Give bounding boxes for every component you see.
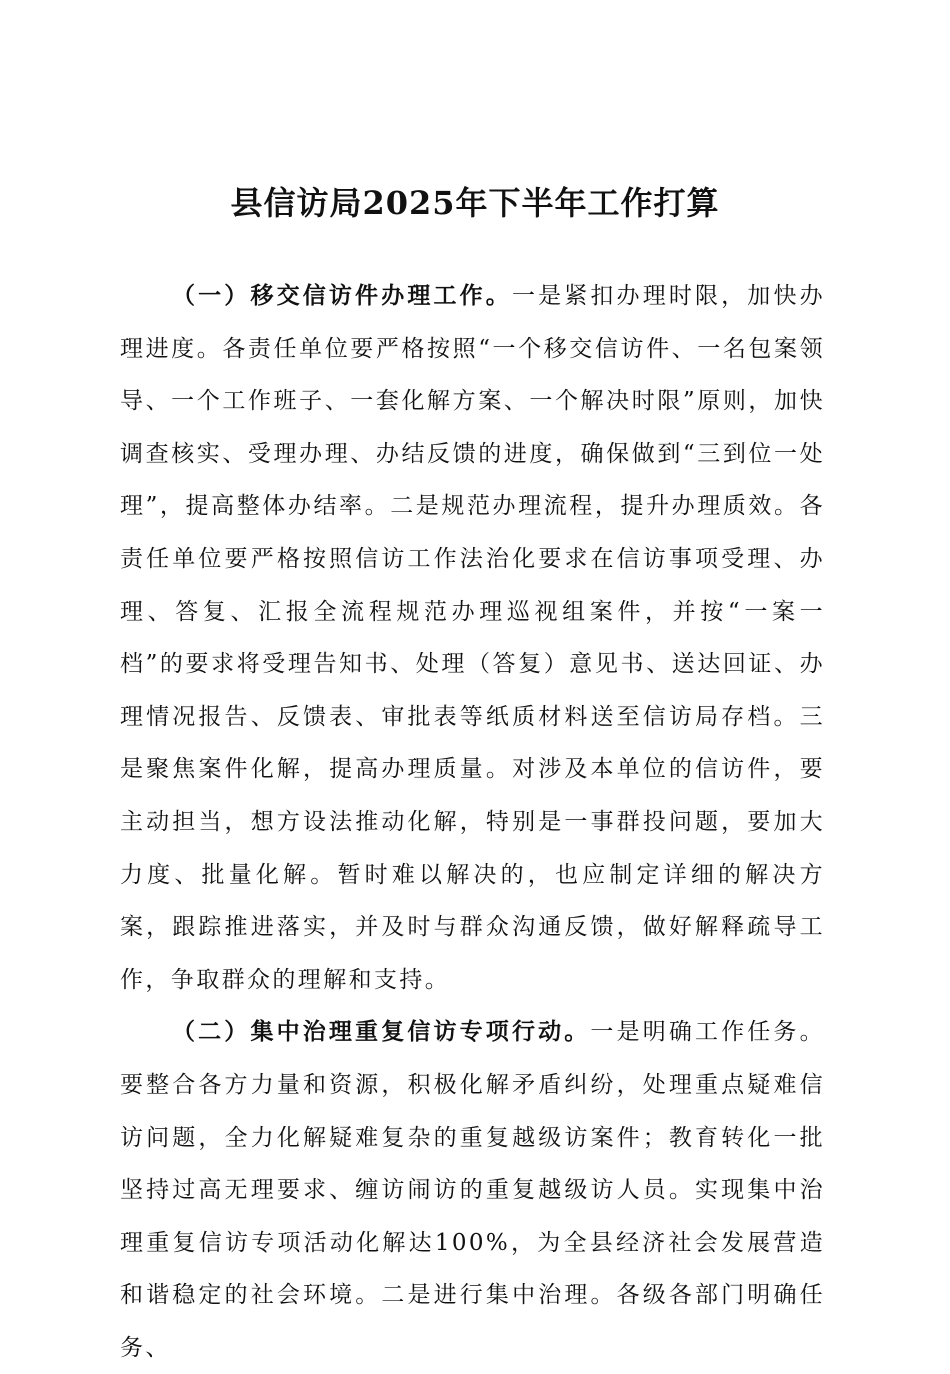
section-2-text: 一是明确工作任务。要整合各方力量和资源，积极化解矛盾纠纷，处理重点疑难信访问题，全力化解疑难复杂的重复越级访案件；教育转化一批坚持过高无理要求、缠访闹访的重复越级访人员。实现集中治理重复信访专项活动化解达100%，为全县经济社会发展营造和谐稳定的社会环境。二是进行集中治理。各级各部门明确任务、 [120, 1019, 825, 1361]
section-2-paragraph [120, 1006, 825, 1374]
section-1-paragraph [120, 270, 825, 1006]
section-1-heading: （一）移交信访件办理工作。 [172, 282, 512, 309]
section-2-heading: （二）集中治理重复信访专项行动。 [172, 1018, 591, 1046]
document-title: 县信访局2025年下半年工作打算 [230, 184, 720, 222]
section-1-text: 一是紧扣办理时限，加快办理进度。各责任单位要严格按照“一个移交信访件、一名包案领导、一个工作班子、一套化解方案、一个解决时限”原则，加快调查核实、受理办理、办结反馈的进度，确保做到“三到位一处理”，提高整体办结率。二是规范办理流程，提升办理质效。各责任单位要严格按照信访工作法治化要求在信访事项受理、办理、答复、汇报全流程规范办理巡视组案件，并按“一案一档”的要求将受理告知书、处理（答复）意见书、送达回证、办理情况报告、反馈表、审批表等纸质材料送至信访局存档。三是聚焦案件化解，提高办理质量。对涉及本单位的信访件，要主动担当，想方设法推动化解，特别是一事群投问题，要加大力度、批量化解。暂时难以解决的，也应制定详细的解决方案，跟踪推进落实，并及时与群众沟通反馈，做好解释疏导工作，争取群众的理解和支持。 [120, 283, 825, 993]
document-body [120, 270, 825, 1374]
